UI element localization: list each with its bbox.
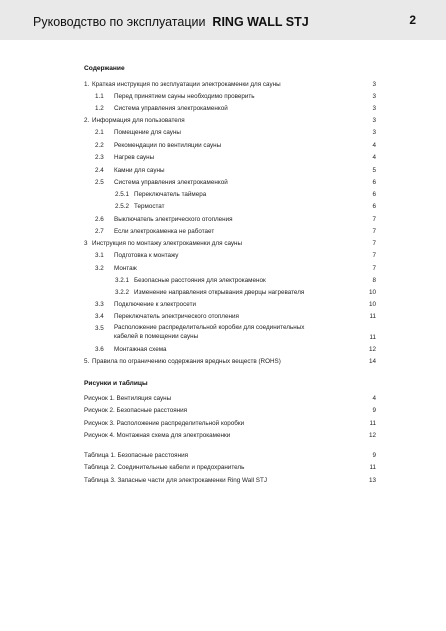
toc-entry[interactable] xyxy=(84,227,376,236)
document-title-prefix: Руководство по эксплуатации xyxy=(33,15,206,29)
toc-entry-title: Подключение к электросети xyxy=(114,301,196,308)
toc-entry-title: Перед принятием сауны необходимо проверить xyxy=(114,93,255,100)
list-entry-title: Рисунок 2. Безопасные расстояния xyxy=(84,407,188,414)
toc-entry[interactable] xyxy=(84,153,376,162)
toc-entry-page: 3 xyxy=(372,81,376,88)
toc-entry-number: 3.2.1 xyxy=(115,277,130,284)
toc-entry-number: 2.5.1 xyxy=(115,191,130,198)
toc-entry-page: 7 xyxy=(372,216,376,223)
toc-entry[interactable] xyxy=(84,104,376,113)
toc-entry[interactable] xyxy=(84,141,376,150)
toc-entry-number: 3 xyxy=(84,240,88,247)
toc-entry-page: 4 xyxy=(372,142,376,149)
page-header xyxy=(0,0,446,40)
toc-entry[interactable] xyxy=(84,451,376,460)
toc-entry-number: 2.7 xyxy=(95,228,104,235)
toc-entry[interactable] xyxy=(84,463,376,472)
toc-entry[interactable] xyxy=(84,251,376,260)
toc-entry-title: Рекомендации по вентиляции сауны xyxy=(114,142,222,149)
toc-entry-page: 12 xyxy=(368,346,376,353)
toc-entry-title: Инструкция по монтажу электрокаменки для сауны xyxy=(92,240,243,247)
toc-entry[interactable] xyxy=(84,476,376,485)
toc-entry[interactable] xyxy=(84,80,376,89)
toc-entry-title: Переключатель таймера xyxy=(134,191,207,198)
toc-entry-page: 9 xyxy=(372,452,376,459)
list-entry-title: Таблица 3. Запасные части для электрокаменки Ring Wall STJ xyxy=(84,477,267,484)
toc-entry[interactable] xyxy=(84,276,376,285)
toc-entry-number: 3.2.2 xyxy=(115,289,130,296)
toc-entry[interactable] xyxy=(84,300,376,309)
toc-entry-number: 2. xyxy=(84,117,90,124)
toc-entry-title: Изменение направления открывания дверцы нагревателя xyxy=(134,289,305,296)
toc-entry-page: 3 xyxy=(372,105,376,112)
toc-entry-title: Помещение для сауны xyxy=(114,129,181,136)
toc-entry-number: 2.2 xyxy=(95,142,104,149)
toc-entry-page: 7 xyxy=(372,240,376,247)
toc-entry-title: Камни для сауны xyxy=(114,167,165,174)
toc-entry[interactable] xyxy=(84,345,376,354)
toc-entry[interactable] xyxy=(84,419,376,428)
toc-entry-number: 3.2 xyxy=(95,265,104,272)
toc-entry-number: 2.3 xyxy=(95,154,104,161)
toc-entry[interactable] xyxy=(84,190,376,199)
list-entry-title: Таблица 1. Безопасные расстояния xyxy=(84,452,188,459)
toc-entry-number: 2.1 xyxy=(95,129,104,136)
toc-entry[interactable] xyxy=(84,239,376,248)
toc-entry-page: 9 xyxy=(372,407,376,414)
toc-heading: Содержание xyxy=(84,65,125,72)
toc-entry-title: Термостат xyxy=(134,203,165,210)
toc-entry-title: Система управления электрокаменкой xyxy=(114,105,228,112)
toc-entry-page: 6 xyxy=(372,191,376,198)
toc-entry[interactable] xyxy=(84,312,376,321)
toc-entry-number: 1.2 xyxy=(95,105,104,112)
toc-entry[interactable] xyxy=(84,116,376,125)
toc-entry[interactable] xyxy=(84,128,376,137)
toc-entry-page: 11 xyxy=(369,334,376,341)
toc-entry-page: 6 xyxy=(372,179,376,186)
toc-entry-number: 2.4 xyxy=(95,167,104,174)
list-entry-title: Рисунок 1. Вентиляция сауны xyxy=(84,395,172,402)
toc-entry-number: 1. xyxy=(84,81,90,88)
toc-entry-page: 4 xyxy=(372,154,376,161)
toc-entry-title: Информация для пользователя xyxy=(92,117,185,124)
toc-entry-title: Монтаж xyxy=(114,265,137,272)
toc-entry-page: 11 xyxy=(369,313,376,320)
toc-entry-number: 2.5 xyxy=(95,179,104,186)
toc-entry[interactable] xyxy=(84,357,376,366)
toc-entry-title: Расположение распределительной коробки для соединительных кабелей в помещении сауны xyxy=(114,324,305,340)
toc-entry-page: 4 xyxy=(372,395,376,402)
page-number: 2 xyxy=(409,13,416,27)
document-title xyxy=(33,15,309,29)
toc-entry[interactable] xyxy=(84,324,376,342)
toc-entry-title: Переключатель электрического отопления xyxy=(114,313,239,320)
toc-entry-number: 3.4 xyxy=(95,313,104,320)
toc-entry-page: 13 xyxy=(368,477,376,484)
document-title-product: RING WALL STJ xyxy=(212,15,309,29)
toc-entry-title: Выключатель электрического отопления xyxy=(114,216,233,223)
toc-entry-number: 3.1 xyxy=(95,252,104,259)
toc-entry[interactable] xyxy=(84,202,376,211)
toc-entry-page: 7 xyxy=(372,252,376,259)
toc-entry-page: 7 xyxy=(372,265,376,272)
toc-entry-title: Нагрев сауны xyxy=(114,154,155,161)
toc-entry-page: 10 xyxy=(368,289,376,296)
toc-entry[interactable] xyxy=(84,178,376,187)
toc-entry[interactable] xyxy=(84,431,376,440)
toc-entry-number: 3.3 xyxy=(95,301,104,308)
toc-entry-page: 6 xyxy=(372,203,376,210)
list-entry-title: Рисунок 3. Расположение распределительной коробки xyxy=(84,420,245,427)
toc-entry-page: 10 xyxy=(368,301,376,308)
toc-entry-page: 14 xyxy=(368,358,376,365)
toc-entry[interactable] xyxy=(84,166,376,175)
list-entry-title: Таблица 2. Соединительные кабели и предохранитель xyxy=(84,464,245,471)
toc-entry-title: Монтажная схема xyxy=(114,346,167,353)
toc-entry-title: Правила по ограничению содержания вредных веществ (ROHS) xyxy=(92,358,281,365)
toc-entry[interactable] xyxy=(84,406,376,415)
toc-entry-page: 8 xyxy=(372,277,376,284)
figures-heading: Рисунки и таблицы xyxy=(84,380,148,387)
list-entry-title: Рисунок 4. Монтажная схема для электрокаменки xyxy=(84,432,231,439)
toc-entry-title: Система управления электрокаменкой xyxy=(114,179,228,186)
toc-entry-number: 5. xyxy=(84,358,90,365)
toc-entry-page: 5 xyxy=(372,167,376,174)
toc-entry-title: Если электрокаменка не работает xyxy=(114,228,215,235)
toc-entry[interactable] xyxy=(84,92,376,101)
toc-entry[interactable] xyxy=(84,215,376,224)
toc-entry-number: 1.1 xyxy=(95,93,104,100)
toc-entry-page: 11 xyxy=(369,420,376,427)
toc-entry[interactable] xyxy=(84,394,376,403)
toc-entry-page: 3 xyxy=(372,129,376,136)
toc-entry-page: 11 xyxy=(369,464,376,471)
toc-entry-page: 3 xyxy=(372,117,376,124)
toc-entry-page: 7 xyxy=(372,228,376,235)
toc-entry[interactable] xyxy=(84,264,376,273)
toc-entry-number: 2.6 xyxy=(95,216,104,223)
toc-entry-number: 3.6 xyxy=(95,346,104,353)
toc-entry-title: Подготовка к монтажу xyxy=(114,252,179,259)
toc-entry-page: 3 xyxy=(372,93,376,100)
toc-entry-number: 3.5 xyxy=(95,325,104,332)
toc-entry-number: 2.5.2 xyxy=(115,203,130,210)
toc-entry-page: 12 xyxy=(368,432,376,439)
toc-entry-title: Безопасные расстояния для электрокаменок xyxy=(134,277,266,284)
toc-entry[interactable] xyxy=(84,288,376,297)
toc-entry-title: Краткая инструкция по эксплуатации электрокаменки для сауны xyxy=(92,81,281,88)
